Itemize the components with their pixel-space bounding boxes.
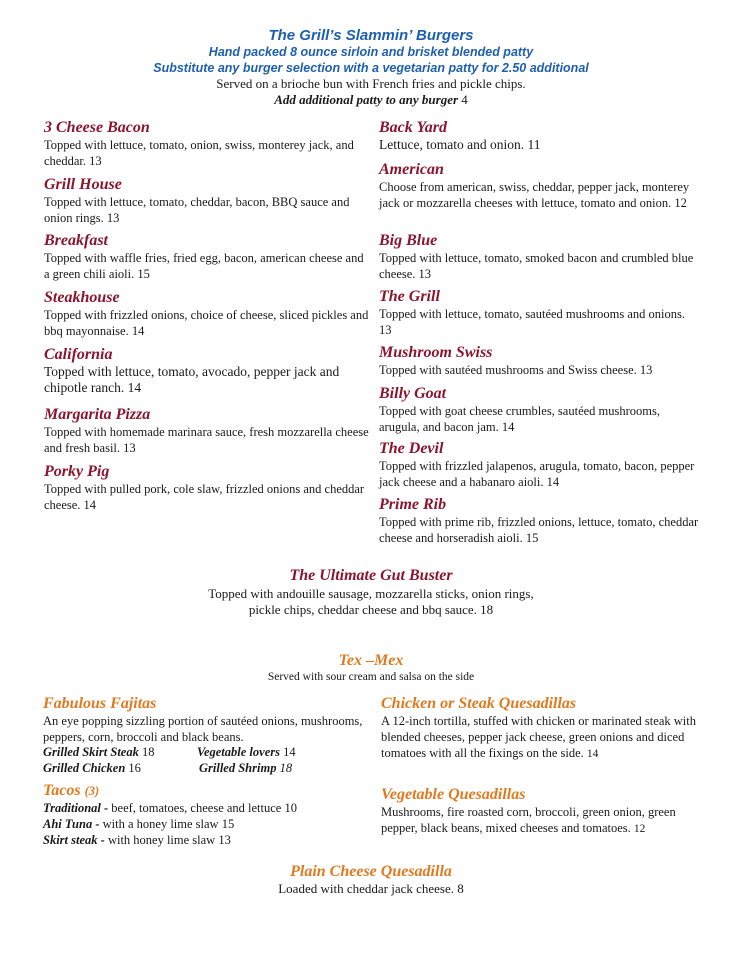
item-desc: Topped with lettuce, tomato, onion, swiss, monterey jack, and cheddar. 13 — [44, 138, 354, 168]
tacos-title — [43, 782, 99, 800]
option-label: Vegetable lovers — [197, 745, 280, 759]
additional-patty-label: Add additional patty to any burger — [274, 92, 459, 107]
item-name: American — [379, 161, 444, 178]
patty-note: Hand packed 8 ounce sirloin and brisket blended patty — [208, 45, 534, 59]
taco-row — [43, 832, 231, 848]
plain-quesadilla-desc: Loaded with cheddar jack cheese. 8 — [278, 881, 464, 896]
item-name: The Grill — [379, 288, 440, 305]
menu-item — [44, 119, 369, 169]
item-name: Big Blue — [379, 232, 438, 249]
quesadillas-item — [381, 695, 706, 762]
item-name: Prime Rib — [379, 496, 447, 513]
item-desc: Topped with lettuce, tomato, sautéed mushrooms and onions. 13 — [379, 307, 686, 337]
gut-buster-desc-2: pickle chips, cheddar cheese and bbq sauce. 18 — [248, 602, 494, 617]
item-name: Tacos — [43, 782, 81, 799]
texmex-title: Tex –Mex — [338, 652, 404, 669]
fajita-option — [199, 760, 292, 776]
page-title: The Grill’s Slammin’ Burgers — [268, 27, 474, 44]
served-note: Served on a brioche bun with French fries and pickle chips. — [216, 76, 526, 91]
taco-price: 10 — [284, 801, 297, 815]
item-desc: Topped with frizzled jalapenos, arugula, tomato, bacon, pepper jack cheese and a habanaro aioli. 14 — [379, 459, 695, 489]
menu-item — [44, 289, 369, 339]
item-name: The Devil — [379, 440, 444, 457]
taco-text: with a honey lime slaw — [99, 817, 219, 831]
item-name: Fabulous Fajitas — [43, 695, 157, 712]
plain-quesadilla-title: Plain Cheese Quesadilla — [290, 863, 452, 880]
fajita-option — [43, 744, 154, 760]
taco-label: Skirt steak - — [43, 833, 105, 847]
menu-item — [379, 385, 699, 435]
item-price: 12 — [633, 823, 646, 835]
item-name: Grill House — [44, 176, 122, 193]
menu-item — [379, 496, 699, 546]
item-desc: Topped with prime rib, frizzled onions, lettuce, tomato, cheddar cheese and horseradish aioli. 15 — [379, 515, 699, 545]
item-name: Breakfast — [44, 232, 108, 249]
fajitas-item — [43, 695, 363, 745]
taco-label: Ahi Tuna - — [43, 817, 100, 831]
item-desc: Lettuce, tomato and onion. 11 — [379, 137, 541, 152]
item-desc: Topped with goat cheese crumbles, sautéed mushrooms, arugula, and bacon jam. 14 — [379, 404, 660, 434]
option-price: 14 — [283, 745, 296, 759]
item-name: Vegetable Quesadillas — [381, 786, 526, 803]
item-desc: Topped with homemade marinara sauce, fresh mozzarella cheese and fresh basil. 13 — [44, 425, 369, 455]
taco-price: 15 — [221, 817, 235, 831]
taco-price: 13 — [218, 833, 231, 847]
menu-item — [379, 344, 699, 378]
item-price: 14 — [586, 748, 599, 760]
option-label: Grilled Skirt Steak — [43, 745, 139, 759]
item-desc: Topped with sautéed mushrooms and Swiss cheese. 13 — [379, 363, 653, 377]
menu-item — [379, 440, 699, 490]
menu-item — [379, 232, 699, 282]
option-price: 16 — [128, 761, 141, 775]
item-desc — [381, 804, 706, 837]
item-name: California — [44, 346, 113, 363]
item-desc: Topped with pulled pork, cole slaw, frizzled onions and cheddar cheese. 14 — [44, 482, 365, 512]
menu-item — [379, 161, 699, 211]
menu-item — [44, 176, 369, 226]
additional-patty-note — [0, 92, 742, 108]
taco-label: Traditional - — [43, 801, 109, 815]
menu-item — [44, 232, 369, 282]
item-name: Chicken or Steak Quesadillas — [381, 695, 577, 712]
taco-row — [43, 800, 297, 816]
menu-item — [44, 406, 369, 456]
taco-text: with honey lime slaw — [104, 833, 216, 847]
item-desc-text: A 12-inch tortilla, stuffed with chicken or marinated steak with blended cheeses, pepper jack cheese, green onions and diced tomatoes with all the fixings on the side. — [381, 714, 696, 760]
menu-item — [379, 119, 699, 153]
item-desc: Topped with frizzled onions, choice of cheese, sliced pickles and bbq mayonnaise. 14 — [44, 308, 369, 338]
option-price: 18 — [279, 761, 293, 775]
texmex-subtitle: Served with sour cream and salsa on the side — [267, 671, 475, 683]
veg-quesadillas-item — [381, 786, 706, 837]
vegetarian-note: Substitute any burger selection with a vegetarian patty for 2.50 additional — [153, 61, 589, 75]
item-desc: An eye popping sizzling portion of sautéed onions, mushrooms, peppers, corn, broccoli and black beans. — [43, 714, 363, 744]
menu-item — [379, 288, 699, 338]
item-name: Billy Goat — [379, 385, 447, 402]
option-label: Grilled Chicken — [43, 761, 126, 775]
gut-buster-desc-1: Topped with andouille sausage, mozzarella sticks, onion rings, — [208, 586, 534, 601]
option-label: Grilled Shrimp — [199, 761, 277, 775]
item-name: Porky Pig — [44, 463, 110, 480]
additional-patty-price: 4 — [461, 92, 468, 107]
item-desc-text: Mushrooms, fire roasted corn, broccoli, green onion, green pepper, black beans, mixed cheeses and tomatoes. — [381, 805, 676, 835]
taco-text: beef, tomatoes, cheese and lettuce — [108, 801, 282, 815]
item-count: (3) — [84, 784, 100, 798]
item-name: Steakhouse — [44, 289, 120, 306]
fajita-option — [197, 744, 296, 760]
item-desc: Choose from american, swiss, cheddar, pepper jack, monterey jack or mozzarella cheeses with lettuce, tomato and onion. 12 — [379, 180, 690, 210]
menu-item — [44, 463, 369, 513]
gut-buster-title: The Ultimate Gut Buster — [289, 567, 453, 584]
item-desc: Topped with waffle fries, fried egg, bacon, american cheese and a green chili aioli. 15 — [44, 251, 364, 281]
item-name: Mushroom Swiss — [379, 344, 493, 361]
item-desc: Topped with lettuce, tomato, avocado, pepper jack and chipotle ranch. 14 — [44, 364, 340, 395]
option-price: 18 — [141, 745, 155, 759]
item-desc: Topped with lettuce, tomato, smoked bacon and crumbled blue cheese. 13 — [379, 251, 694, 281]
item-name: Back Yard — [379, 119, 448, 136]
item-desc: Topped with lettuce, tomato, cheddar, bacon, BBQ sauce and onion rings. 13 — [44, 195, 350, 225]
item-name: 3 Cheese Bacon — [44, 119, 150, 136]
fajita-option — [43, 760, 141, 776]
menu-item — [44, 346, 369, 396]
item-desc — [381, 713, 706, 762]
item-name: Margarita Pizza — [44, 406, 151, 423]
taco-row — [43, 816, 234, 832]
